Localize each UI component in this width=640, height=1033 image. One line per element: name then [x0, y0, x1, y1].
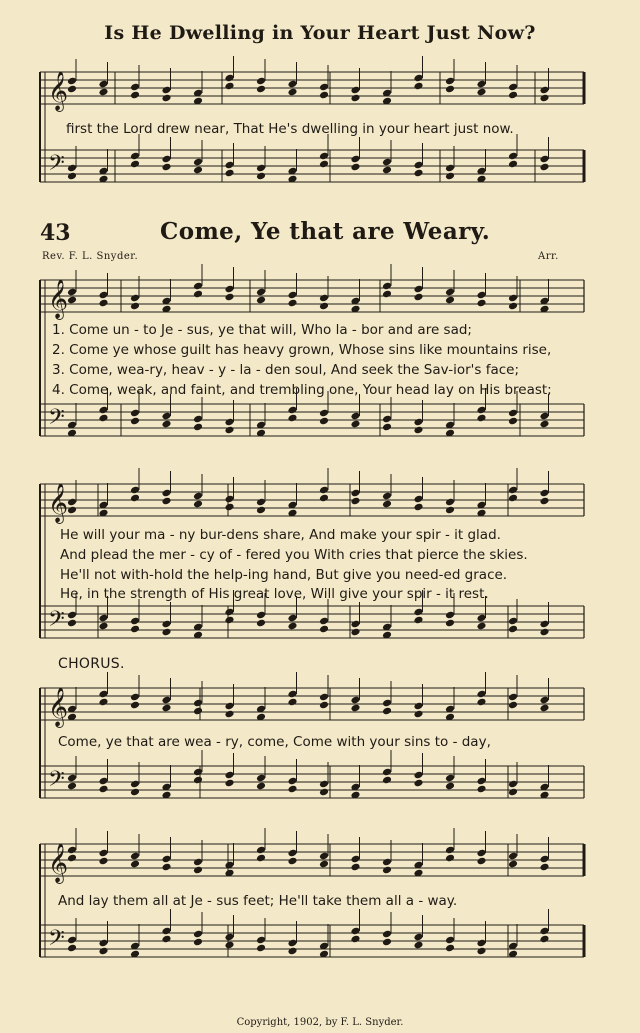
note-head	[224, 941, 234, 950]
note-head	[193, 938, 203, 947]
treble-clef: 𝄞	[48, 279, 69, 319]
note-head	[256, 854, 266, 863]
note-head	[193, 166, 203, 175]
note-head	[539, 628, 549, 637]
note-head	[445, 782, 455, 791]
note-head	[256, 296, 266, 305]
note-head	[256, 85, 266, 94]
note-head	[98, 698, 108, 707]
note-head	[98, 88, 108, 97]
note-head	[98, 299, 108, 308]
note-head	[224, 616, 234, 625]
bass-clef: 𝄢	[48, 151, 65, 181]
note-head	[224, 426, 234, 435]
note-head	[350, 863, 360, 872]
note-head	[130, 160, 140, 169]
treble-clef: 𝄞	[48, 843, 69, 883]
note-head	[130, 788, 140, 797]
note-head	[382, 938, 392, 947]
note-head	[476, 857, 486, 866]
note-head	[319, 91, 329, 100]
note-head	[287, 857, 297, 866]
treble-clef: 𝄞	[48, 483, 69, 523]
note-head	[224, 710, 234, 719]
note-head	[319, 625, 329, 634]
note-head	[130, 91, 140, 100]
note-head	[130, 701, 140, 710]
note-head	[193, 776, 203, 785]
note-head	[256, 619, 266, 628]
note-head	[476, 622, 486, 631]
top-hymn-lyric: first the Lord drew near, That He's dwelling in your heart just now.	[66, 121, 514, 137]
note-head	[350, 163, 360, 172]
note-head	[98, 622, 108, 631]
note-head	[382, 500, 392, 509]
note-head	[287, 947, 297, 956]
note-head	[130, 625, 140, 634]
bass-clef: 𝄢	[48, 405, 65, 435]
note-head	[413, 941, 423, 950]
note-head	[319, 494, 329, 503]
note-head	[287, 622, 297, 631]
note-head	[224, 169, 234, 178]
bass-clef: 𝄢	[48, 607, 65, 637]
note-head	[413, 616, 423, 625]
note-head	[193, 707, 203, 716]
note-head	[413, 169, 423, 178]
note-head	[67, 782, 77, 791]
note-head	[287, 414, 297, 423]
hymn-arranger: Arr.	[538, 251, 559, 262]
note-head	[508, 788, 518, 797]
note-head	[161, 163, 171, 172]
note-head	[476, 299, 486, 308]
note-head	[382, 290, 392, 299]
note-head	[98, 857, 108, 866]
note-head	[130, 302, 140, 311]
note-head	[67, 944, 77, 953]
note-head	[508, 860, 518, 869]
note-head	[539, 704, 549, 713]
note-head	[319, 417, 329, 426]
note-head	[539, 497, 549, 506]
verse-line-3: 3. Come, wea-ry, heav - y - la - den soul, And seek the Sav-ior's face;	[52, 362, 520, 378]
verse2-line-3: He'll not with-hold the help-ing hand, But give you need-ed grace.	[60, 567, 508, 583]
verse-line-1: 1. Come un - to Je - sus, ye that will, Who la - bor and are sad;	[52, 322, 472, 338]
note-head	[508, 91, 518, 100]
note-head	[476, 785, 486, 794]
note-head	[350, 935, 360, 944]
note-head	[67, 506, 77, 515]
note-head	[256, 782, 266, 791]
note-head	[256, 944, 266, 953]
hymn-title: Come, Ye that are Weary.	[160, 218, 491, 245]
note-head	[98, 414, 108, 423]
note-head	[350, 628, 360, 637]
note-head	[193, 866, 203, 875]
note-head	[382, 776, 392, 785]
note-head	[445, 506, 455, 515]
note-head	[98, 947, 108, 956]
note-head	[476, 414, 486, 423]
note-head	[445, 296, 455, 305]
note-head	[476, 88, 486, 97]
note-head	[287, 785, 297, 794]
note-head	[161, 497, 171, 506]
note-head	[256, 172, 266, 181]
note-head	[287, 698, 297, 707]
note-head	[319, 860, 329, 869]
note-head	[476, 947, 486, 956]
note-head	[193, 290, 203, 299]
note-head	[508, 701, 518, 710]
note-head	[161, 863, 171, 872]
note-head	[508, 625, 518, 634]
note-head	[413, 779, 423, 788]
note-head	[539, 163, 549, 172]
note-head	[382, 866, 392, 875]
top-hymn-title: Is He Dwelling in Your Heart Just Now?	[104, 22, 536, 44]
hymn-number: 43	[40, 220, 71, 246]
note-head	[193, 423, 203, 432]
note-head	[161, 420, 171, 429]
note-head	[413, 426, 423, 435]
note-head	[224, 82, 234, 91]
note-head	[319, 788, 329, 797]
note-head	[161, 704, 171, 713]
treble-clef: 𝄞	[48, 687, 69, 727]
note-head	[287, 88, 297, 97]
note-head	[476, 698, 486, 707]
note-head	[413, 503, 423, 512]
note-head	[508, 160, 518, 169]
chorus-line-2: And lay them all at Je - sus feet; He'll take them all a - way.	[58, 893, 458, 909]
chorus-line-1: Come, ye that are wea - ry, come, Come with your sins to - day,	[58, 734, 491, 750]
note-head	[224, 503, 234, 512]
note-head	[161, 935, 171, 944]
note-head	[445, 854, 455, 863]
note-head	[508, 417, 518, 426]
note-head	[224, 779, 234, 788]
note-head	[130, 417, 140, 426]
note-head	[161, 94, 171, 103]
verse2-line-4: He, in the strength of His great love, Will give your spir - it rest.	[60, 586, 489, 602]
note-head	[413, 293, 423, 302]
note-head	[539, 863, 549, 872]
note-head	[413, 710, 423, 719]
treble-clef: 𝄞	[48, 71, 69, 111]
note-head	[67, 172, 77, 181]
verse-line-4: 4. Come, weak, and faint, and trembling one, Your head lay on His breast;	[52, 382, 552, 398]
note-head	[445, 85, 455, 94]
note-head	[350, 497, 360, 506]
note-head	[539, 935, 549, 944]
note-head	[130, 494, 140, 503]
verse2-line-2: And plead the mer - cy of - fered you With cries that pierce the skies.	[60, 547, 528, 563]
note-head	[319, 701, 329, 710]
copyright: Copyright, 1902, by F. L. Snyder.	[236, 1017, 404, 1028]
note-head	[382, 707, 392, 716]
note-head	[319, 160, 329, 169]
note-head	[67, 619, 77, 628]
note-head	[287, 299, 297, 308]
verse2-line-1: He will your ma - ny bur-dens share, And make your spir - it glad.	[60, 527, 501, 543]
verse-line-2: 2. Come ye whose guilt has heavy grown, Whose sins like mountains rise,	[52, 342, 552, 358]
chorus-label: CHORUS.	[58, 656, 125, 672]
note-head	[67, 296, 77, 305]
note-head	[161, 628, 171, 637]
note-head	[508, 302, 518, 311]
note-head	[67, 85, 77, 94]
note-head	[382, 423, 392, 432]
note-head	[350, 94, 360, 103]
note-head	[224, 293, 234, 302]
note-head	[445, 619, 455, 628]
note-head	[319, 302, 329, 311]
note-head	[539, 94, 549, 103]
note-head	[445, 172, 455, 181]
hymn-author: Rev. F. L. Snyder.	[42, 251, 139, 262]
note-head	[413, 82, 423, 91]
note-head	[382, 166, 392, 175]
note-head	[193, 500, 203, 509]
note-head	[130, 860, 140, 869]
note-head	[539, 420, 549, 429]
note-head	[350, 704, 360, 713]
note-head	[350, 420, 360, 429]
bass-clef: 𝄢	[48, 926, 65, 956]
note-head	[67, 854, 77, 863]
note-head	[508, 494, 518, 503]
note-head	[256, 506, 266, 515]
note-head	[445, 944, 455, 953]
note-head	[98, 785, 108, 794]
bass-clef: 𝄢	[48, 767, 65, 797]
